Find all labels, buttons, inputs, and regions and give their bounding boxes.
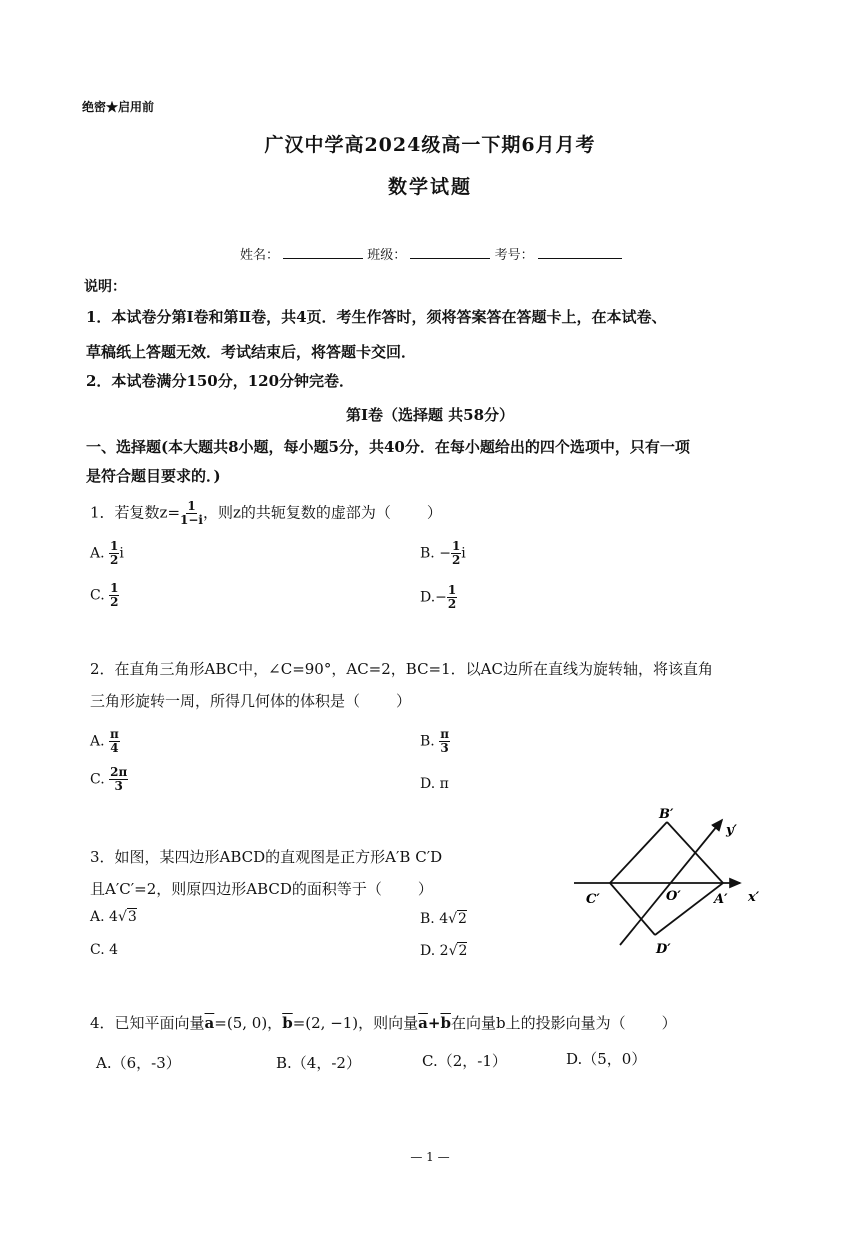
q3-option-d: D. 2√2 bbox=[420, 943, 468, 959]
q4-eq-b: =(2, −1)，则向量 bbox=[292, 1014, 419, 1032]
notes-line-3: 2．本试卷满分150分，120分钟完卷． bbox=[86, 372, 355, 390]
q4-option-c: C.（2，-1） bbox=[422, 1052, 507, 1070]
q2-option-d bbox=[420, 776, 449, 792]
q1-d-num: 1 bbox=[447, 583, 457, 597]
q1-d-label: D.− bbox=[420, 589, 447, 606]
q2-b-frac bbox=[439, 728, 450, 755]
q4-plus: + bbox=[427, 1014, 441, 1032]
q1-b-num: 1 bbox=[451, 539, 461, 553]
q2-b-num: π bbox=[440, 727, 449, 741]
q1-b-tail: i bbox=[461, 545, 466, 562]
q2-a-num: π bbox=[110, 727, 119, 741]
exam-number-blank bbox=[538, 247, 622, 259]
q4-option-d: D.（5，0） bbox=[566, 1050, 647, 1068]
q1-a-tail: i bbox=[119, 545, 124, 562]
q2-c-label: C. bbox=[90, 771, 105, 788]
q2-c-frac bbox=[109, 766, 128, 793]
q3-a-label: A. bbox=[90, 909, 105, 925]
q2-b-den: 3 bbox=[440, 741, 449, 755]
question-2-line-1: 2．在直角三角形ABC中，∠C=90°，AC=2，BC=1．以AC边所在直线为旋转轴，将该直角 bbox=[90, 660, 713, 678]
q3-c-label: C. bbox=[90, 942, 105, 958]
q3-b-label: B. bbox=[420, 911, 435, 927]
q4-sum-b: $\overline{b}$ bbox=[440, 1014, 451, 1032]
q1-c-frac bbox=[109, 582, 119, 609]
q3-option-b: B. 4√2 bbox=[420, 911, 467, 927]
question-4-stem bbox=[90, 1012, 677, 1033]
label-o: O′ bbox=[666, 889, 681, 904]
exam-number-label: 考号： bbox=[494, 248, 534, 263]
q3-d-rad: 2 bbox=[458, 943, 468, 959]
q1-a-num: 1 bbox=[110, 539, 119, 553]
edge-b-a bbox=[667, 822, 723, 883]
q1-c-label: C. bbox=[90, 587, 105, 604]
q4-close: ） bbox=[661, 1014, 677, 1032]
q4-option-b: B.（4，-2） bbox=[276, 1054, 361, 1072]
q2-a-den: 4 bbox=[110, 741, 119, 755]
q1-option-b bbox=[420, 540, 466, 567]
q1-b-frac bbox=[451, 540, 461, 567]
exam-subtitle: 数学试题 bbox=[387, 176, 472, 198]
name-label: 姓名： bbox=[240, 248, 280, 263]
q1-b-label: B. bbox=[420, 545, 435, 562]
notes-line-2: 草稿纸上答题无效．考试结束后，将答题卡交回． bbox=[86, 343, 417, 361]
q1-a-den: 2 bbox=[110, 553, 119, 567]
notes-heading: 说明： bbox=[84, 279, 126, 295]
q3-option-a: A. 4√3 bbox=[90, 909, 137, 925]
q1-b-sign: − bbox=[439, 545, 451, 562]
q4-vector-a: $\overline{a}$ bbox=[204, 1014, 215, 1032]
q2-option-a bbox=[90, 728, 120, 755]
class-blank bbox=[410, 247, 490, 259]
label-b: B′ bbox=[659, 807, 674, 822]
q3-c-value: 4 bbox=[109, 942, 119, 958]
q4-tail: 在向量b上的投影向量为（ bbox=[450, 1014, 626, 1032]
q3-close: ） bbox=[417, 880, 433, 898]
q4-option-a: A.（6，-3） bbox=[96, 1054, 181, 1072]
notes-line-1: 1．本试卷分第Ⅰ卷和第Ⅱ卷，共4页．考生作答时，须将答案答在答题卡上，在本试卷、 bbox=[86, 308, 667, 326]
q3-d-coef: 2 bbox=[439, 943, 449, 959]
label-d: D′ bbox=[656, 942, 671, 957]
q4-vector-b: $\overline{b}$ bbox=[282, 1014, 293, 1032]
q3-option-c bbox=[90, 942, 118, 958]
q1-frac-num: 1 bbox=[187, 499, 196, 513]
q3-b-coef: 4 bbox=[439, 911, 449, 927]
q1-option-d bbox=[420, 584, 457, 611]
q2-a-frac bbox=[109, 728, 120, 755]
q2-d-label: D. bbox=[420, 776, 436, 792]
q3-oblique-figure bbox=[560, 800, 770, 975]
q3-line2-text: 且A′C′=2，则原四边形ABCD的面积等于（ bbox=[90, 880, 382, 898]
q3-b-rad: 2 bbox=[458, 911, 467, 927]
q1-c-num: 1 bbox=[110, 581, 119, 595]
class-label: 班级： bbox=[367, 248, 407, 263]
q1-b-den: 2 bbox=[451, 553, 461, 567]
q2-close: ） bbox=[396, 692, 412, 710]
q1-close: ） bbox=[426, 503, 442, 522]
q1-a-frac bbox=[109, 540, 119, 567]
q1-option-c bbox=[90, 582, 119, 609]
q2-c-den: 3 bbox=[114, 779, 123, 793]
part-title: 第Ⅰ卷（选择题 共58分） bbox=[345, 406, 515, 424]
q2-d-value: π bbox=[439, 776, 449, 792]
q2-c-num: 2π bbox=[110, 765, 128, 779]
q1-frac-den: 1−i bbox=[180, 513, 203, 527]
q2-line2-text: 三角形旋转一周，所得几何体的体积是（ bbox=[90, 692, 361, 710]
question-3-line-1: 3．如图，某四边形ABCD的直观图是正方形A′B C′D bbox=[90, 848, 443, 866]
q4-sum-a: $\overline{a}$ bbox=[418, 1014, 428, 1032]
confidential-mark: 绝密★启用前 bbox=[82, 100, 155, 114]
q1-c-den: 2 bbox=[110, 595, 119, 609]
q1-fraction bbox=[180, 500, 203, 527]
name-blank bbox=[283, 247, 363, 259]
page-number: — 1 — bbox=[410, 1150, 450, 1164]
q2-option-c bbox=[90, 766, 128, 793]
label-x: x′ bbox=[748, 890, 760, 905]
section-heading-line-2: 是符合题目要求的．) bbox=[86, 467, 221, 485]
question-1-stem bbox=[90, 500, 442, 527]
edge-c-b bbox=[610, 822, 667, 883]
q1-stem-suffix: ，则z的共轭复数的虚部为（ bbox=[202, 503, 391, 522]
section-heading-line-1: 一、选择题(本大题共8小题，每小题5分，共40分．在每小题给出的四个选项中，只有一项 bbox=[86, 438, 690, 456]
q4-eq-a: =(5, 0)， bbox=[214, 1014, 283, 1032]
q1-a-label: A. bbox=[90, 545, 105, 562]
q3-d-label: D. bbox=[420, 943, 436, 959]
q4-stem-a: 4．已知平面向量 bbox=[90, 1014, 205, 1032]
q3-a-coef: 4 bbox=[109, 909, 118, 925]
student-info-line bbox=[240, 244, 622, 263]
q2-a-label: A. bbox=[90, 733, 105, 750]
q3-a-rad: 3 bbox=[127, 909, 137, 925]
q2-b-label: B. bbox=[420, 733, 435, 750]
q1-option-a bbox=[90, 540, 124, 567]
q1-d-frac bbox=[447, 584, 457, 611]
q1-stem-prefix: 1．若复数z= bbox=[90, 503, 181, 522]
question-3-line-2 bbox=[90, 878, 433, 899]
exam-title: 广汉中学高2024级高一下期6月月考 bbox=[264, 134, 596, 156]
label-y: y′ bbox=[726, 823, 737, 838]
question-2-line-2 bbox=[90, 690, 411, 711]
label-c: C′ bbox=[586, 892, 600, 907]
label-a: A′ bbox=[714, 892, 728, 907]
q2-option-b bbox=[420, 728, 450, 755]
q1-d-den: 2 bbox=[447, 597, 457, 611]
